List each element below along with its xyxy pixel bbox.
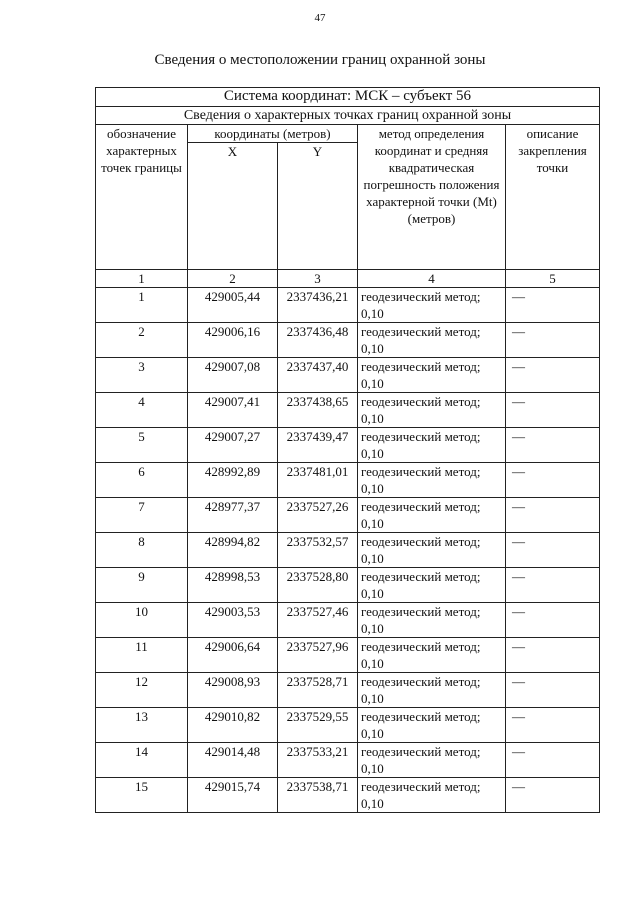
- point-number: 9: [96, 568, 188, 603]
- point-number: 4: [96, 393, 188, 428]
- coordinates-table: [95, 87, 600, 813]
- point-number: 7: [96, 498, 188, 533]
- description-cell: —: [506, 603, 600, 638]
- y-coordinate: 2337528,80: [278, 568, 358, 603]
- method-cell: геодезический метод; 0,10: [358, 603, 506, 638]
- x-coordinate: 428992,89: [188, 463, 278, 498]
- x-coordinate: 429014,48: [188, 743, 278, 778]
- table-row: [96, 533, 600, 568]
- y-coordinate: 2337527,46: [278, 603, 358, 638]
- table-row: [96, 323, 600, 358]
- header-y: Y: [278, 143, 358, 270]
- table-row: [96, 393, 600, 428]
- method-cell: геодезический метод; 0,10: [358, 288, 506, 323]
- x-coordinate: 429006,16: [188, 323, 278, 358]
- description-cell: —: [506, 708, 600, 743]
- table-row: [96, 708, 600, 743]
- y-coordinate: 2337436,21: [278, 288, 358, 323]
- point-number: 8: [96, 533, 188, 568]
- table-row: [96, 498, 600, 533]
- point-number: 12: [96, 673, 188, 708]
- page-number: 47: [314, 12, 326, 24]
- x-coordinate: 428977,37: [188, 498, 278, 533]
- description-cell: —: [506, 568, 600, 603]
- point-number: 3: [96, 358, 188, 393]
- x-coordinate: 429015,74: [188, 778, 278, 813]
- y-coordinate: 2337528,71: [278, 673, 358, 708]
- method-cell: геодезический метод; 0,10: [358, 323, 506, 358]
- x-coordinate: 429007,08: [188, 358, 278, 393]
- method-cell: геодезический метод; 0,10: [358, 708, 506, 743]
- x-coordinate: 429010,82: [188, 708, 278, 743]
- description-cell: —: [506, 288, 600, 323]
- description-cell: —: [506, 428, 600, 463]
- y-coordinate: 2337538,71: [278, 778, 358, 813]
- description-cell: —: [506, 498, 600, 533]
- method-cell: геодезический метод; 0,10: [358, 428, 506, 463]
- x-coordinate: 429008,93: [188, 673, 278, 708]
- description-cell: —: [506, 743, 600, 778]
- header-coordinates: координаты (метров): [188, 125, 358, 143]
- point-number: 15: [96, 778, 188, 813]
- table-row: [96, 428, 600, 463]
- description-cell: —: [506, 533, 600, 568]
- x-coordinate: 429007,27: [188, 428, 278, 463]
- header-point-designation: обозначение характерных точек границы: [96, 125, 188, 270]
- method-cell: геодезический метод; 0,10: [358, 778, 506, 813]
- y-coordinate: 2337439,47: [278, 428, 358, 463]
- method-cell: геодезический метод; 0,10: [358, 498, 506, 533]
- method-cell: геодезический метод; 0,10: [358, 358, 506, 393]
- y-coordinate: 2337533,21: [278, 743, 358, 778]
- point-number: 14: [96, 743, 188, 778]
- description-cell: —: [506, 778, 600, 813]
- method-cell: геодезический метод; 0,10: [358, 533, 506, 568]
- table-row: [96, 638, 600, 673]
- point-number: 13: [96, 708, 188, 743]
- x-coordinate: 428998,53: [188, 568, 278, 603]
- point-number: 10: [96, 603, 188, 638]
- method-cell: геодезический метод; 0,10: [358, 638, 506, 673]
- x-coordinate: 429005,44: [188, 288, 278, 323]
- header-description: описание закрепления точки: [506, 125, 600, 270]
- y-coordinate: 2337527,96: [278, 638, 358, 673]
- column-number: 3: [278, 270, 358, 288]
- description-cell: —: [506, 673, 600, 708]
- column-number: 5: [506, 270, 600, 288]
- point-number: 1: [96, 288, 188, 323]
- x-coordinate: 429007,41: [188, 393, 278, 428]
- method-cell: геодезический метод; 0,10: [358, 568, 506, 603]
- method-cell: геодезический метод; 0,10: [358, 673, 506, 708]
- y-coordinate: 2337481,01: [278, 463, 358, 498]
- table-row: [96, 568, 600, 603]
- x-coordinate: 428994,82: [188, 533, 278, 568]
- table-row: [96, 778, 600, 813]
- section-label: Сведения о характерных точках границ охранной зоны: [96, 107, 600, 125]
- column-number: 4: [358, 270, 506, 288]
- method-cell: геодезический метод; 0,10: [358, 743, 506, 778]
- y-coordinate: 2337529,55: [278, 708, 358, 743]
- y-coordinate: 2337438,65: [278, 393, 358, 428]
- point-number: 5: [96, 428, 188, 463]
- table-row: [96, 673, 600, 708]
- point-number: 6: [96, 463, 188, 498]
- document-title: Сведения о местоположении границ охранной зоны: [154, 52, 486, 68]
- column-number: 1: [96, 270, 188, 288]
- header-x: X: [188, 143, 278, 270]
- y-coordinate: 2337527,26: [278, 498, 358, 533]
- description-cell: —: [506, 638, 600, 673]
- table-row: [96, 288, 600, 323]
- point-number: 11: [96, 638, 188, 673]
- table-row: [96, 358, 600, 393]
- y-coordinate: 2337436,48: [278, 323, 358, 358]
- y-coordinate: 2337437,40: [278, 358, 358, 393]
- table-row: [96, 463, 600, 498]
- description-cell: —: [506, 393, 600, 428]
- column-number: 2: [188, 270, 278, 288]
- method-cell: геодезический метод; 0,10: [358, 393, 506, 428]
- table-row: [96, 743, 600, 778]
- x-coordinate: 429006,64: [188, 638, 278, 673]
- description-cell: —: [506, 463, 600, 498]
- table-row: [96, 603, 600, 638]
- method-cell: геодезический метод; 0,10: [358, 463, 506, 498]
- header-method: метод определения координат и средняя квадратическая погрешность положения характерной точки (Mt) (метров): [358, 125, 506, 270]
- y-coordinate: 2337532,57: [278, 533, 358, 568]
- point-number: 2: [96, 323, 188, 358]
- coordinate-system-label: Система координат: МСК – субъект 56: [96, 88, 600, 107]
- description-cell: —: [506, 358, 600, 393]
- description-cell: —: [506, 323, 600, 358]
- x-coordinate: 429003,53: [188, 603, 278, 638]
